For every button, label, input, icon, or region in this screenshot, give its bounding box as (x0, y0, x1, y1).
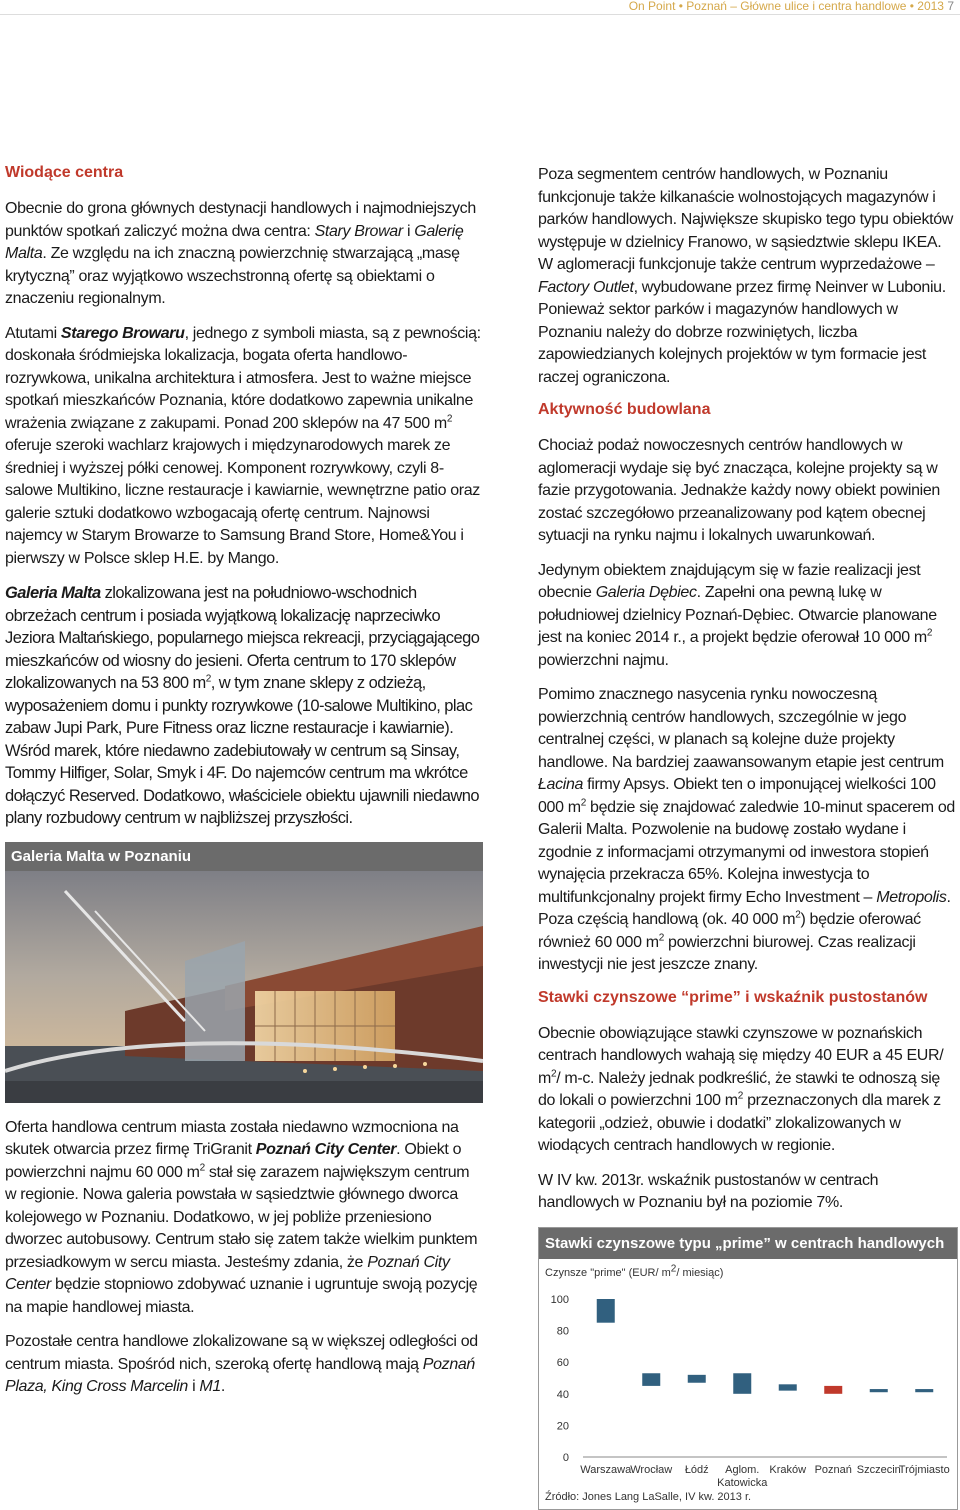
bar-aglom-katowicka (733, 1373, 751, 1394)
heading-construction: Aktywność budowlana (538, 401, 711, 418)
x-tick-label: Warszawa (580, 1463, 632, 1476)
paragraph-retail-parks: Poza segmentem centrów handlowych, w Poznaniu funkcjonuje także kilkanaście wolnostojących magazynów i parków handlowych. Największe skupisko tego typu obiektów występuje w dzielnicy Franowo, w sąsiedztwie sklepu IKEA. W aglomeracji funkcjonuje także centrum wyprzedażowe – Factory Outlet, wybudowane przez firmę Neinver w Luboniu. Ponieważ sektor parków i magazynów handlowych w Poznaniu należy do dobrze rozwiniętych, liczba zapowiedzianych kolejnych projektów w tym formacie jest raczej ograniczona. (538, 166, 953, 386)
paragraph-stary-browar: Atutami Starego Browaru, jednego z symboli miasta, są z pewnością: doskonała śródmiejska lokalizacja, bogata oferta handlowo-rozrywkowa, unikalna architektura i atmosfera. Jest to ważne miejsce spotkań mieszkańców Poznania, które dodatkowo zapewnia unikalne wrażenia związane z zakupami. Ponad 200 sklepów na 47 500 $m^2$ oferuje szeroki wachlarz krajowych i międzynarodowych marek ze średniej i wyższej półki cenowej. Komponent rozrywkowy, czyli 8-salowe Multikino, liczne restauracje i kawiarnie, wewnętrzne patio oraz galerie sztuki dodatkowo wzbogacają ofertę centrum. Najnowsi najemcy w Starym Browarze to Samsung Brand Store, Home&You i pierwszy w Polsce sklep H.E. by Mango. (5, 324, 481, 567)
paragraph-other-centres: Pozostałe centra handlowe zlokalizowane są w większej odległości od centrum miasta. Spośród nich, szeroką ofertę handlową mają Poznań Plaza, King Cross Marcelin i M1. (5, 1333, 478, 1395)
x-tick-label: Szczecin (856, 1463, 901, 1476)
paragraph-supply: Chociaż podaż nowoczesnych centrów handlowych w aglomeracji wydaje się być znacząca, kolejne projekty są w fazie przygotowania. Jednakże każdy nowy obiekt powinien zostać szczegółowo przeanalizowany pod kątem obecnej sytuacji na rynku najmu i lokalnych uwarunkowań. (538, 437, 940, 544)
y-tick-label: 20 (556, 1419, 569, 1432)
bar-trójmiasto (915, 1389, 933, 1392)
x-tick-label: Trójmiasto (898, 1463, 950, 1476)
paragraph-rents: Obecnie obowiązujące stawki czynszowe w poznańskich centrach handlowych wahają się między 40 EUR a 45 EUR/ $m^2/$ m-c. Należy jednak podkreślić, że stawki te odnoszą się do lokali o powierzchni 100 $m^2$ przeznaczonych dla marek z kategorii „odzież, obuwie i dodatki” zlokalizowanych w wiodących centrach handlowych w regionie. (538, 1024, 944, 1154)
chart-y-label: Czynsze "prime" (EUR/ $m^2/$ miesiąc) (545, 1262, 724, 1279)
bar-szczecin (870, 1389, 888, 1392)
photo-figure (5, 842, 483, 1103)
y-tick-label: 0 (562, 1451, 569, 1464)
y-tick-label: 40 (556, 1388, 569, 1401)
paragraph-pipeline: Pomimo znacznego nasycenia rynku nowoczesną powierzchnią centrów handlowych, szczególnie w jego centralnej części, w planach są kolejne duże projekty handlowe. Na bardziej zaawansowanym etapie jest centrum Łacina firmy Apsys. Obiekt ten o imponującej wielkości 100 000 $m^2$ będzie się znajdować zaledwie 10-minut spacerem od Galerii Malta. Pozwolenie na budowę zostało wydane i zgodnie z informacjami otrzymanymi od inwestora stopień wynajęcia przekracza 65%. Kolejna inwestycja to multifunkcjonalny projekt firmy Echo Investment – Metropolis. Poza częścią handlową (ok. 40 000 $m^2$) będzie oferować również 60 000 $m^2$ powierzchni biurowej. Czas realizacji inwestycji nie jest jeszcze znany. (538, 686, 955, 973)
x-tick-label: Katowicka (717, 1476, 768, 1489)
paragraph-vacancy: W IV kw. 2013r. wskaźnik pustostanów w centrach handlowych w Poznaniu był na poziomie 7%. (538, 1171, 879, 1211)
galeria-malta-photo (5, 871, 483, 1103)
paragraph-intro: Obecnie do grona głównych destynacji handlowych i najmodniejszych punktów spotkań zaliczyć można dwa centra: Stary Browar i Galerię Malta. Ze względu na ich znaczną powierzchnię stwarzającą „masę krytyczną” oraz wyjątkowo wszechstronną ofertę są obiektami o znaczeniu regionalnym. (5, 200, 476, 307)
heading-prime-rents: Stawki czynszowe “prime” i wskaźnik pustostanów (538, 988, 928, 1006)
right-column (538, 164, 956, 1510)
x-tick-label: Wrocław (630, 1463, 673, 1476)
chart-svg (539, 1259, 957, 1509)
photo-title: Galeria Malta w Poznaniu (5, 842, 483, 871)
y-tick-label: 100 (550, 1293, 569, 1306)
header-title: On Point • Poznań – Główne ulice i centra handlowe • 2013 (628, 0, 944, 13)
x-tick-label: Łódź (684, 1463, 709, 1476)
y-tick-label: 60 (556, 1356, 569, 1369)
bar-warszawa (597, 1299, 615, 1323)
building-illustration (5, 871, 483, 1103)
x-tick-label: Aglom. (725, 1463, 760, 1476)
x-tick-label: Kraków (769, 1463, 807, 1476)
y-tick-label: 80 (556, 1325, 569, 1338)
chart-source: Źródło: Jones Lang LaSalle, IV kw. 2013 r. (545, 1490, 752, 1503)
page-number: 7 (947, 0, 954, 13)
paragraph-galeria-debiec: Jedynym obiektem znajdującym się w fazie realizacji jest obecnie Galeria Dębiec. Zapełni ona pewną lukę w południowej dzielnicy Poznań-Dębiec. Otwarcie planowane jest na koniec 2014 r., a projekt będzie oferował 10 000 $m^2$ powierzchni najmu. (538, 561, 937, 669)
bar-łódź (688, 1374, 706, 1382)
heading-leading-centres: Wiodące centra (5, 164, 124, 181)
chart-body (539, 1259, 957, 1509)
left-column (5, 164, 483, 1411)
bar-kraków (779, 1384, 797, 1390)
page-header (0, 0, 960, 15)
paragraph-galeria-malta: Galeria Malta zlokalizowana jest na południowo-wschodnich obrzeżach centrum i posiada wyjątkową lokalizację naprzeciwko Jeziora Maltańskiego, popularnego miejsca rekreacji, przyciągającego mieszkańców od wiosny do jesieni. Oferta centrum to 170 sklepów zlokalizowanych na 53 800 $m^2$, w tym znane sklepy z odzieżą, wyposażeniem domu i punkty rozrywkowe (10-salowe Multikino, plac zabaw Jupi Park, Pure Fitness oraz liczne restauracje i kawiarnie). Wśród marek, które niedawno zadebiutowały w centrum są Sinsay, Tommy Hilfiger, Solar, Smyk i 4F. Do najemców centrum ma wkrótce dołączyć Reserved. Dodatkowo, właściciele obiektu ujawnili niedawno plany rozbudowy centrum w najbliższej przyszłości. (5, 584, 480, 827)
bar-poznań (824, 1385, 842, 1393)
chart-title: Stawki czynszowe typu „prime” w centrach handlowych (539, 1228, 957, 1259)
rent-chart (538, 1227, 958, 1510)
bar-wrocław (642, 1373, 660, 1386)
x-tick-label: Poznań (814, 1463, 852, 1476)
paragraph-poznan-city-center: Oferta handlowa centrum miasta została niedawno wzmocniona na skutek otwarcia przez firmę TriGranit Poznań City Center. Obiekt o powierzchni najmu 60 000 $m^2$ stał się zarazem największym centrum w regionie. Nowa galeria powstała w sąsiedztwie głównego dworca kolejowego w Poznaniu. Dodatkowo, w jej pobliże przeniesiono dworzec autobusowy. Centrum stało się zatem także wielkim punktem przesiadkowym w sercu miasta. Jesteśmy zdania, że Poznań City Center będzie stopniowo zdobywać uznanie i ugruntuje swoją pozycję na mapie handlowej miasta. (5, 1118, 478, 1316)
